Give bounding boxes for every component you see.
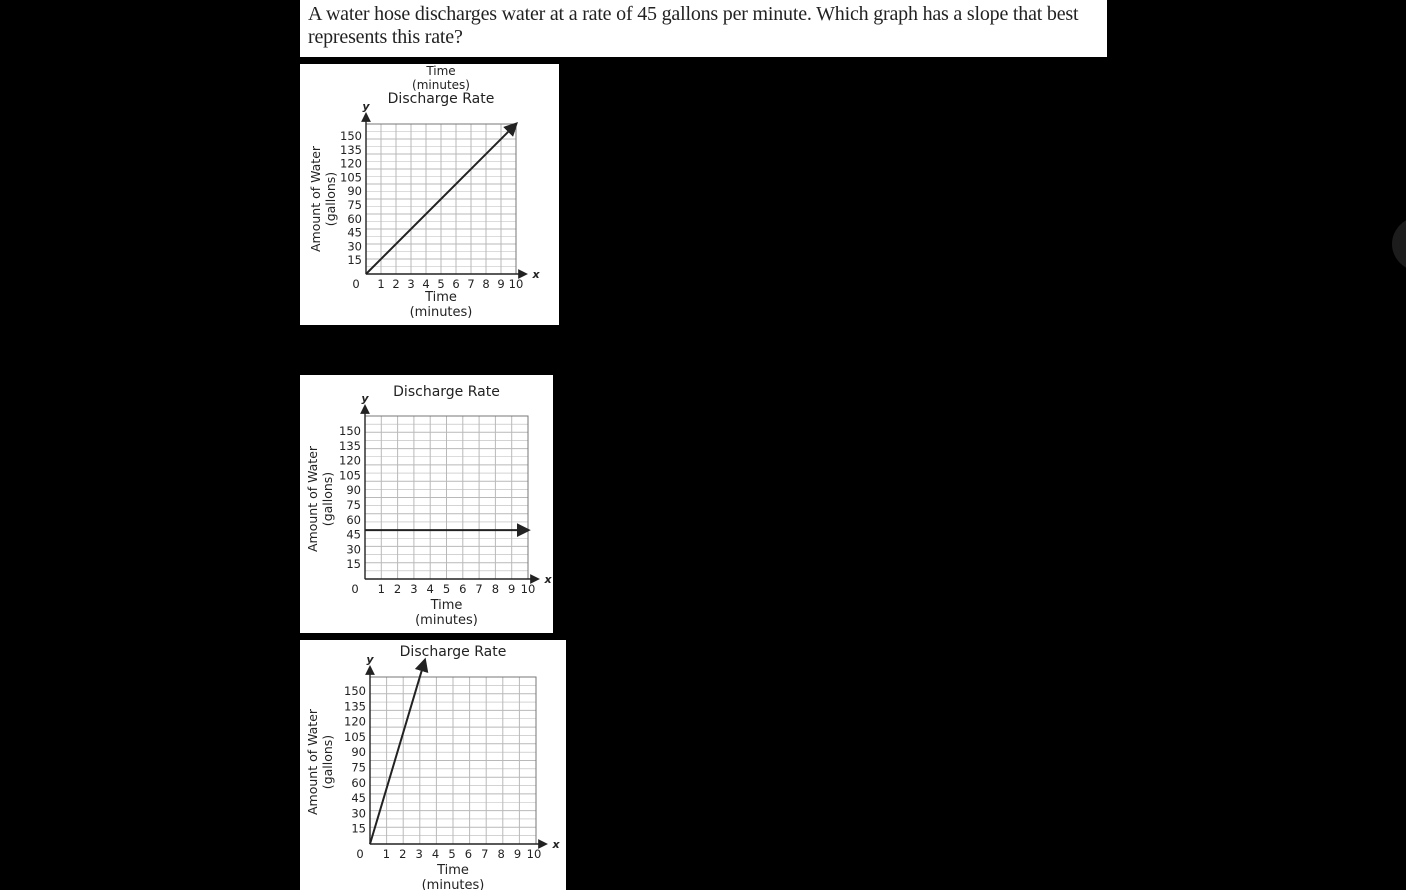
x-axis-label-1: Time <box>437 863 469 878</box>
y-axis-label <box>308 145 338 252</box>
x-tick-label-4: 4 <box>431 847 440 861</box>
y-tick-label-90: 90 <box>346 483 361 498</box>
graph-option-1[interactable] <box>300 64 559 325</box>
side-scroll-handle[interactable] <box>1392 216 1406 272</box>
x-tick-label-10: 10 <box>508 277 524 291</box>
y-axis-letter: y <box>362 100 370 113</box>
y-tick-label-15: 15 <box>351 821 366 836</box>
y-axis-label <box>305 708 335 815</box>
x-tick-label-10: 10 <box>526 847 542 861</box>
y-tick-label-135: 135 <box>340 142 362 157</box>
x-axis-letter: x <box>532 268 540 281</box>
grid <box>365 416 528 579</box>
x-tick-label-7: 7 <box>467 277 475 291</box>
y-tick-label-60: 60 <box>347 211 362 226</box>
x-tick-label-5: 5 <box>437 277 445 291</box>
x-tick-label-8: 8 <box>497 847 505 861</box>
y-tick-label-75: 75 <box>351 760 366 775</box>
chart-3 <box>300 640 566 890</box>
x-tick-label-10: 10 <box>520 582 536 596</box>
y-tick-label-105: 105 <box>344 729 366 744</box>
y-tick-label-105: 105 <box>340 170 362 185</box>
x-tick-label-5: 5 <box>448 847 456 861</box>
y-tick-label-105: 105 <box>339 468 361 483</box>
y-tick-label-15: 15 <box>347 253 362 268</box>
graph-option-3[interactable] <box>300 640 566 890</box>
y-axis-label-1: Amount of Water <box>308 145 323 253</box>
graph-option-2[interactable] <box>300 375 553 633</box>
chart-header-label-2: (minutes) <box>412 78 470 92</box>
y-tick-label-60: 60 <box>346 512 361 527</box>
y-tick-label-135: 135 <box>344 699 366 714</box>
x-tick-label-9: 9 <box>513 847 522 861</box>
x-tick-label-9: 9 <box>497 277 505 291</box>
x-tick-label-2: 2 <box>399 847 407 861</box>
origin-label: 0 <box>351 582 359 596</box>
y-tick-label-120: 120 <box>339 453 361 468</box>
x-tick-label-6: 6 <box>459 582 467 596</box>
y-axis-label-1: Amount of Water <box>305 708 320 816</box>
chart-title: Discharge Rate <box>399 644 507 660</box>
x-tick-label-9: 9 <box>508 582 516 596</box>
y-tick-label-150: 150 <box>340 129 362 143</box>
x-tick-label-4: 4 <box>426 582 434 596</box>
origin-label: 0 <box>352 277 360 291</box>
x-tick-label-7: 7 <box>475 582 483 596</box>
x-tick-label-8: 8 <box>491 582 500 596</box>
x-tick-label-4: 4 <box>422 277 430 291</box>
question-box <box>300 0 1107 57</box>
x-tick-label-1: 1 <box>382 847 391 861</box>
y-tick-label-75: 75 <box>346 498 361 512</box>
x-axis-label-2: (minutes) <box>421 878 485 890</box>
y-axis-label <box>305 445 335 552</box>
y-axis-label-2: (gallons) <box>323 171 338 227</box>
x-tick-label-3: 3 <box>415 847 423 861</box>
x-tick-label-6: 6 <box>464 847 473 861</box>
y-tick-label-45: 45 <box>351 791 366 806</box>
y-axis-label-2: (gallons) <box>320 471 335 527</box>
x-tick-label-2: 2 <box>393 582 402 596</box>
chart-header-label-1: Time <box>426 64 456 78</box>
y-tick-label-120: 120 <box>344 714 366 729</box>
y-axis-letter: y <box>361 392 369 405</box>
y-tick-label-15: 15 <box>346 557 361 572</box>
y-axis-label-2: (gallons) <box>320 734 335 790</box>
y-tick-label-90: 90 <box>347 184 362 199</box>
x-tick-label-3: 3 <box>407 277 415 291</box>
chart-1 <box>300 64 559 325</box>
y-tick-label-45: 45 <box>346 527 361 542</box>
y-axis-letter: y <box>366 653 374 666</box>
question-text: A water hose discharges water at a rate of 45 gallons per minute. Which graph has a slope that best represents this rate? <box>308 3 1079 48</box>
y-tick-label-75: 75 <box>347 198 362 212</box>
chart-title: Discharge Rate <box>387 91 495 107</box>
x-axis-label-2: (minutes) <box>409 305 473 320</box>
x-tick-label-8: 8 <box>482 277 490 291</box>
x-tick-label-6: 6 <box>452 277 460 291</box>
y-tick-label-30: 30 <box>347 239 362 254</box>
y-tick-label-150: 150 <box>339 424 361 438</box>
y-tick-label-30: 30 <box>351 806 366 821</box>
y-tick-label-45: 45 <box>347 225 362 240</box>
y-tick-label-60: 60 <box>351 775 366 790</box>
x-tick-label-3: 3 <box>410 582 418 596</box>
x-tick-label-5: 5 <box>442 582 451 596</box>
y-tick-label-150: 150 <box>344 684 366 698</box>
y-tick-label-135: 135 <box>339 438 361 453</box>
x-tick-label-7: 7 <box>481 847 489 861</box>
x-axis-letter: x <box>544 573 552 586</box>
x-axis-label-1: Time <box>425 290 457 305</box>
y-axis-label-1: Amount of Water <box>305 445 320 553</box>
x-tick-label-1: 1 <box>377 277 385 291</box>
x-tick-label-2: 2 <box>392 277 400 291</box>
chart-title: Discharge Rate <box>393 384 500 400</box>
x-axis-letter: x <box>552 838 560 851</box>
chart-2 <box>300 375 553 633</box>
x-tick-label-1: 1 <box>377 582 385 596</box>
origin-label: 0 <box>356 847 364 861</box>
y-tick-label-120: 120 <box>340 156 362 171</box>
x-axis-label-2: (minutes) <box>415 613 478 628</box>
y-tick-label-90: 90 <box>351 745 366 760</box>
y-tick-label-30: 30 <box>346 542 361 557</box>
x-axis-label-1: Time <box>430 598 463 613</box>
